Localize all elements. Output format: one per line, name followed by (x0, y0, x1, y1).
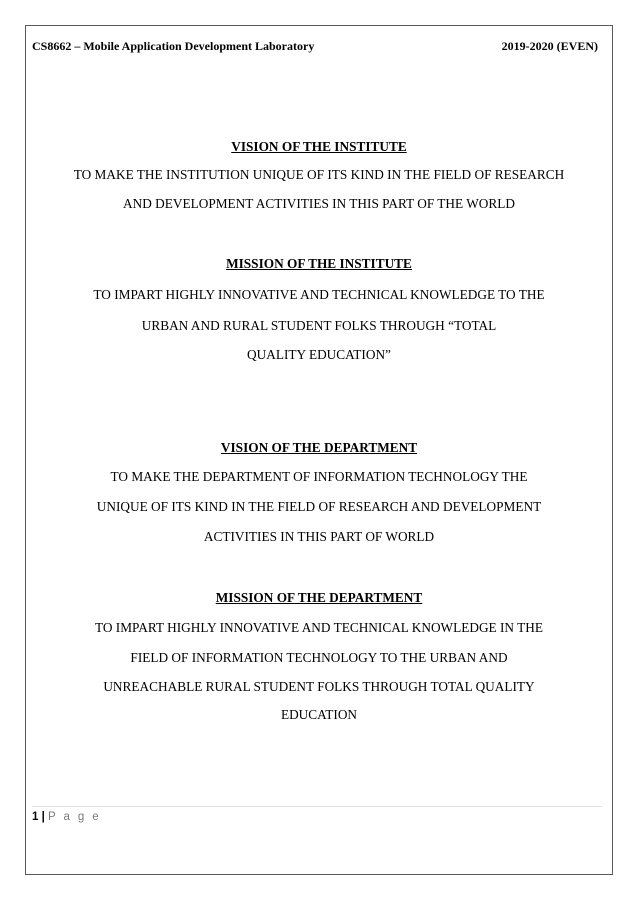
section-line: UNIQUE OF ITS KIND IN THE FIELD OF RESEARCH AND DEVELOPMENT (96, 499, 542, 514)
section-line: URBAN AND RURAL STUDENT FOLKS THROUGH “TOTAL (141, 318, 497, 333)
page-footer (32, 810, 101, 824)
section-line: ACTIVITIES IN THIS PART OF WORLD (203, 529, 435, 544)
section-line: EDUCATION (280, 707, 358, 722)
section-line: QUALITY EDUCATION” (247, 347, 391, 362)
footer-divider (32, 806, 602, 807)
section-line: UNREACHABLE RURAL STUDENT FOLKS THROUGH TOTAL QUALITY (103, 679, 535, 694)
page-number: 1 (32, 811, 39, 823)
section-line: FIELD OF INFORMATION TECHNOLOGY TO THE URBAN AND (130, 650, 508, 665)
footer-separator: | (41, 811, 45, 823)
section-heading-vision-department: VISION OF THE DEPARTMENT (220, 440, 418, 455)
section-line: AND DEVELOPMENT ACTIVITIES IN THIS PART OF THE WORLD (123, 196, 515, 211)
section-heading-mission-institute: MISSION OF THE INSTITUTE (226, 256, 412, 271)
section-line: TO IMPART HIGHLY INNOVATIVE AND TECHNICAL KNOWLEDGE TO THE (93, 287, 545, 302)
section-heading-mission-department: MISSION OF THE DEPARTMENT (215, 590, 423, 605)
section-line: TO MAKE THE INSTITUTION UNIQUE OF ITS KIND IN THE FIELD OF RESEARCH (73, 167, 565, 182)
page-label: P a g e (48, 811, 102, 823)
academic-year: 2019-2020 (EVEN) (501, 39, 598, 53)
course-title: CS8662 – Mobile Application Development Laboratory (32, 39, 315, 53)
section-line: TO IMPART HIGHLY INNOVATIVE AND TECHNICAL KNOWLEDGE IN THE (95, 620, 543, 635)
section-line: TO MAKE THE DEPARTMENT OF INFORMATION TECHNOLOGY THE (110, 469, 528, 484)
section-heading-vision-institute: VISION OF THE INSTITUTE (231, 139, 407, 154)
